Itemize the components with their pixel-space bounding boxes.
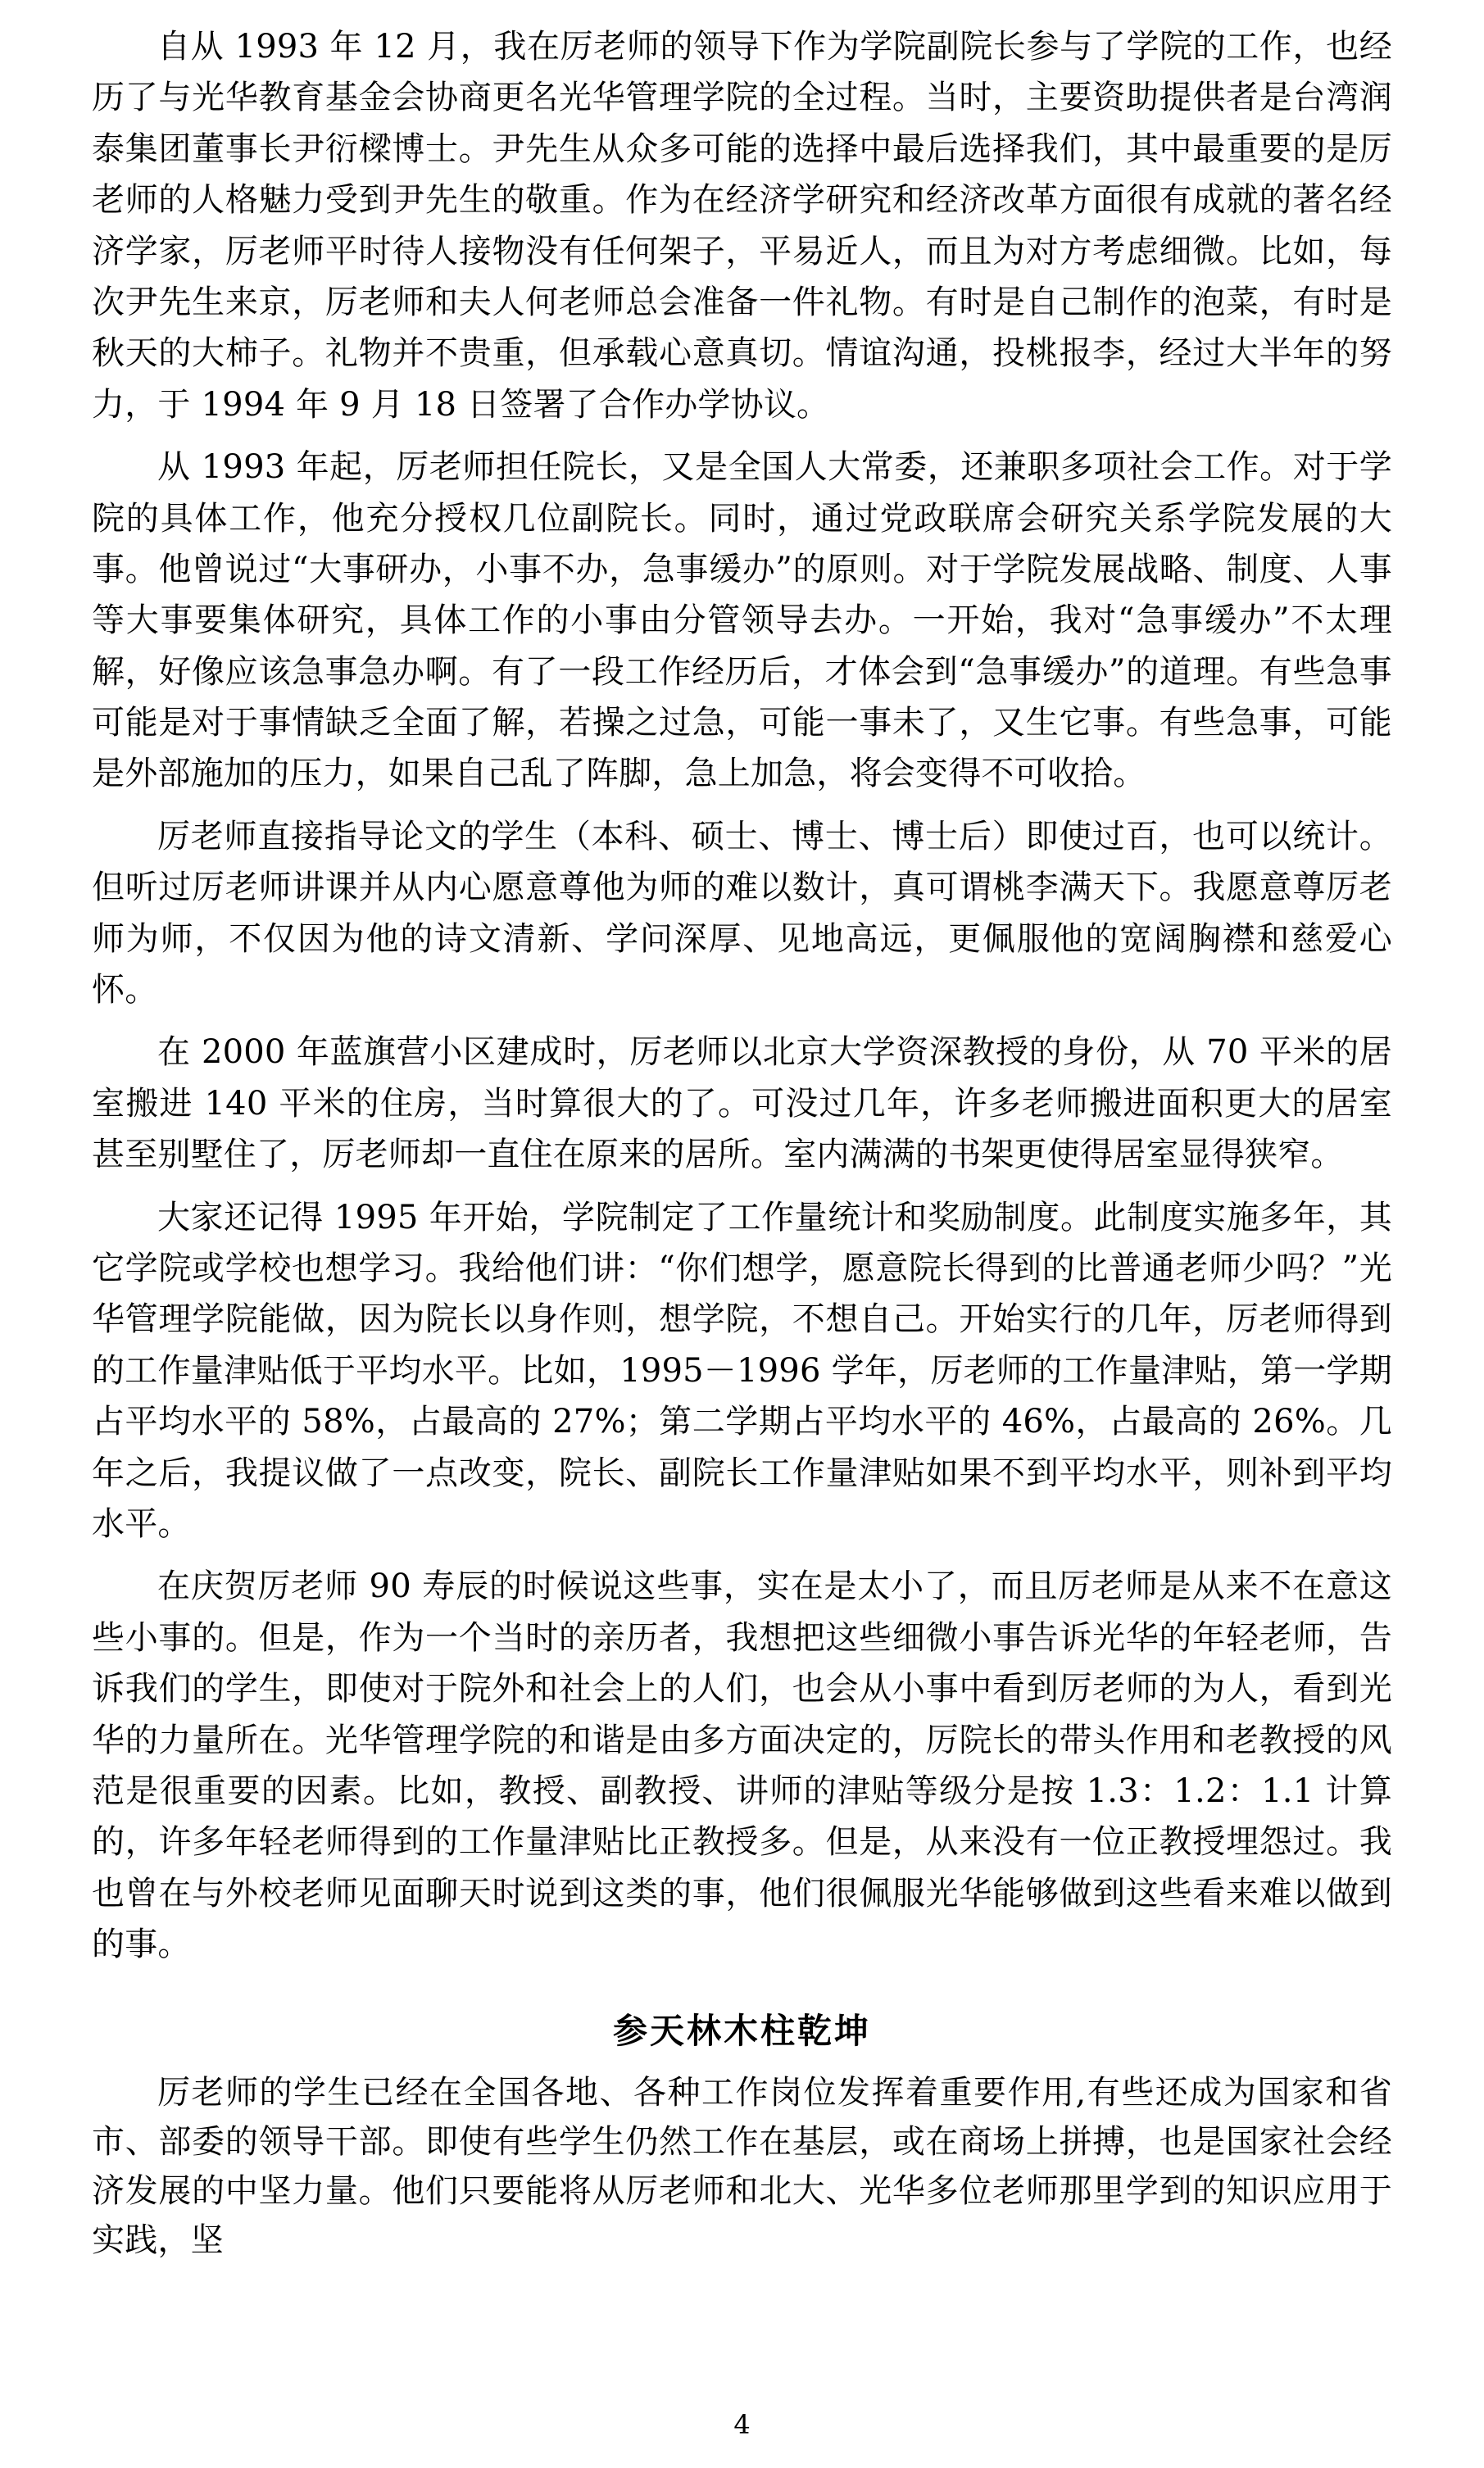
paragraph-3: 厉老师直接指导论文的学生（本科、硕士、博士、博士后）即使过百，也可以统计。但听过厉老师讲课并从内心愿意尊他为师的难以数计，真可谓桃李满天下。我愿意尊厉老师为师，不仅因为他的诗文清新、学问深厚、见地高远，更佩服他的宽阔胸襟和慈爱心怀。 xyxy=(92,817,1392,1009)
paragraph-1: 自从 1993 年 12 月，我在厉老师的领导下作为学院副院长参与了学院的工作，也经历了与光华教育基金会协商更名光华管理学院的全过程。当时，主要资助提供者是台湾润泰集团董事长尹衍樑博士。尹先生从众多可能的选择中最后选择我们，其中最重要的是厉老师的人格魅力受到尹先生的敬重。作为在经济学研究和经济改革方面很有成就的著名经济学家，厉老师平时待人接物没有任何架子，平易近人，而且为对方考虑细微。比如，每次尹先生来京，厉老师和夫人何老师总会准备一件礼物。有时是自己制作的泡菜，有时是秋天的大柿子。礼物并不贵重，但承载心意真切。情谊沟通，投桃报李，经过大半年的努力，于 1994 年 9 月 18 日签署了合作办学协议。 xyxy=(92,28,1392,424)
paragraph-2: 从 1993 年起，厉老师担任院长，又是全国人大常委，还兼职多项社会工作。对于学院的具体工作，他充分授权几位副院长。同时，通过党政联席会研究关系学院发展的大事。他曾说过“大事研办，小事不办，急事缓办”的原则。对于学院发展战略、制度、人事等大事要集体研究，具体工作的小事由分管领导去办。一开始，我对“急事缓办”不太理解，好像应该急事急办啊。有了一段工作经历后，才体会到“急事缓办”的道理。有些急事可能是对于事情缺乏全面了解，若操之过急，可能一事未了，又生它事。有些急事，可能是外部施加的压力，如果自己乱了阵脚，急上加急，将会变得不可收拾。 xyxy=(92,448,1392,793)
section-paragraph-1: 厉老师的学生已经在全国各地、各种工作岗位发挥着重要作用,有些还成为国家和省市、部委的领导干部。即使有些学生仍然工作在基层，或在商场上拼搏，也是国家社会经济发展的中坚力量。他们只要能将从厉老师和北大、光华多位老师那里学到的知识应用于实践，坚 xyxy=(92,2073,1392,2259)
page-number: 4 xyxy=(733,2409,751,2440)
section-heading: 参天林木柱乾坤 xyxy=(612,2011,871,2052)
paragraph-5: 大家还记得 1995 年开始，学院制定了工作量统计和奖励制度。此制度实施多年，其它学院或学校也想学习。我给他们讲：“你们想学，愿意院长得到的比普通老师少吗？”光华管理学院能做，因为院长以身作则，想学院，不想自己。开始实行的几年，厉老师得到的工作量津贴低于平均水平。比如，1995－1996 学年，厉老师的工作量津贴，第一学期占平均水平的 58%，占最高的 27%；第二学期占平均水平的 46%，占最高的 26%。几年之后，我提议做了一点改变，院长、副院长工作量津贴如果不到平均水平，则补到平均水平。 xyxy=(92,1198,1392,1543)
document-body xyxy=(92,21,1392,2265)
paragraph-4: 在 2000 年蓝旗营小区建成时，厉老师以北京大学资深教授的身份，从 70 平米的居室搬进 140 平米的住房，当时算很大的了。可没过几年，许多老师搬进面积更大的居室甚至别墅住了，厉老师却一直住在原来的居所。室内满满的书架更使得居室显得狭窄。 xyxy=(92,1033,1392,1174)
paragraph-6: 在庆贺厉老师 90 寿辰的时候说这些事，实在是太小了，而且厉老师是从来不在意这些小事的。但是，作为一个当时的亲历者，我想把这些细微小事告诉光华的年轻老师，告诉我们的学生，即使对于院外和社会上的人们，也会从小事中看到厉老师的为人，看到光华的力量所在。光华管理学院的和谐是由多方面决定的，厉院长的带头作用和老教授的风范是很重要的因素。比如，教授、副教授、讲师的津贴等级分是按 1.3：1.2：1.1 计算的，许多年轻老师得到的工作量津贴比正教授多。但是，从来没有一位正教授埋怨过。我也曾在与外校老师见面聊天时说到这类的事，他们很佩服光华能够做到这些看来难以做到的事。 xyxy=(92,1567,1392,1964)
